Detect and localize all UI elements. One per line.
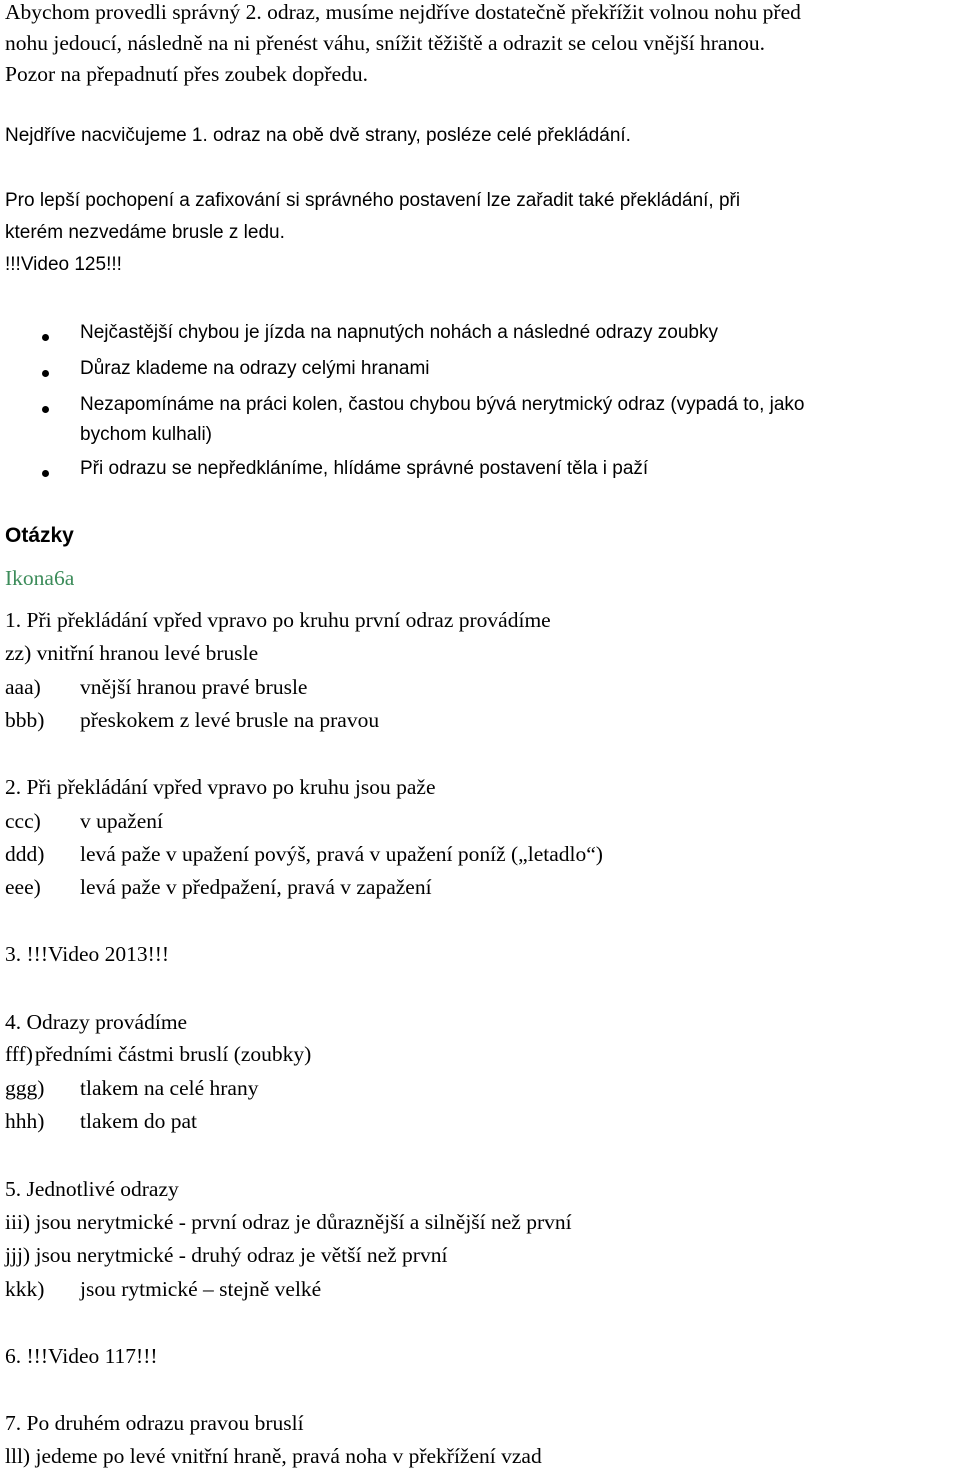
answer-text: levá paže v předpažení, pravá v zapažení xyxy=(80,875,432,899)
answer-text: jsou rytmické – stejně velké xyxy=(80,1277,322,1301)
answer-option[interactable] xyxy=(5,1109,197,1134)
answer-label: bbb) xyxy=(5,708,45,732)
answer-text: v upažení xyxy=(80,809,163,833)
answer-option[interactable] xyxy=(5,641,258,666)
answer-text: přeskokem z levé brusle na pravou xyxy=(80,708,380,732)
intro-line-1: Abychom provedli správný 2. odraz, musíme nejdříve dostatečně překřížit volnou nohu před xyxy=(5,0,801,24)
answer-text: jsou nerytmické - druhý odraz je větší než první xyxy=(35,1243,448,1267)
answer-label: ccc) xyxy=(5,809,41,833)
bullet-icon xyxy=(42,370,49,377)
video-link-125[interactable]: !!!Video 125!!! xyxy=(5,254,122,275)
answer-text: jedeme po levé vnitřní hraně, pravá noha v překřížení vzad xyxy=(35,1444,542,1468)
answer-text: tlakem do pat xyxy=(80,1109,198,1133)
question-6[interactable]: 6. !!!Video 117!!! xyxy=(5,1344,158,1368)
answer-text: vnější hranou pravé brusle xyxy=(80,675,308,699)
answer-label: zz) xyxy=(5,641,32,665)
answer-label: fff) xyxy=(5,1042,33,1066)
answer-label: kkk) xyxy=(5,1277,45,1301)
bullet-text: Při odrazu se nepředkláníme, hlídáme správné postavení těla i paží xyxy=(80,458,649,479)
intro-paragraph-3-line-1: Pro lepší pochopení a zafixování si správného postavení lze zařadit také překládání, při xyxy=(5,190,741,211)
answer-option[interactable] xyxy=(5,875,432,900)
answer-text: předními částmi bruslí (zoubky) xyxy=(34,1042,312,1066)
answer-label: lll) xyxy=(5,1444,31,1468)
questions-heading: Otázky xyxy=(5,524,74,547)
answer-text: jsou nerytmické - první odraz je důraznější a silnější než první xyxy=(35,1210,572,1234)
answer-option[interactable] xyxy=(5,842,603,867)
answer-label: eee) xyxy=(5,875,41,899)
question-4: 4. Odrazy provádíme xyxy=(5,1010,188,1034)
answer-text: vnitřní hranou levé brusle xyxy=(36,641,259,665)
answer-option[interactable] xyxy=(5,708,379,733)
bullet-text: Nejčastější chybou je jízda na napnutých nohách a následné odrazy zoubky xyxy=(80,322,718,343)
bullet-icon xyxy=(42,406,49,413)
answer-label: jjj) xyxy=(5,1243,31,1267)
icon-label: Ikona6a xyxy=(5,566,75,590)
intro-paragraph-2: Nejdříve nacvičujeme 1. odraz na obě dvě strany, posléze celé překládání. xyxy=(5,125,631,146)
bullet-icon xyxy=(42,470,49,477)
answer-option[interactable] xyxy=(5,1042,311,1067)
answer-option[interactable] xyxy=(5,1243,447,1268)
answer-label: hhh) xyxy=(5,1109,45,1133)
answer-label: iii) xyxy=(5,1210,31,1234)
intro-paragraph-3-line-2: kterém nezvedáme brusle z ledu. xyxy=(5,222,285,243)
question-5: 5. Jednotlivé odrazy xyxy=(5,1177,179,1201)
intro-line-2: nohu jedoucí, následně na ni přenést váhu, snížit těžiště a odrazit se celou vnější hranou. xyxy=(5,31,766,55)
answer-option[interactable] xyxy=(5,1444,542,1469)
answer-option[interactable] xyxy=(5,675,307,700)
answer-option[interactable] xyxy=(5,1210,572,1235)
bullet-text: Důraz klademe na odrazy celými hranami xyxy=(80,358,430,379)
question-2: 2. Při překládání vpřed vpravo po kruhu jsou paže xyxy=(5,775,436,799)
question-7: 7. Po druhém odrazu pravou bruslí xyxy=(5,1411,304,1435)
answer-option[interactable] xyxy=(5,1277,321,1302)
answer-text: levá paže v upažení povýš, pravá v upažení poníž („letadlo“) xyxy=(80,842,603,866)
question-3[interactable]: 3. !!!Video 2013!!! xyxy=(5,942,170,966)
bullet-text-continued: bychom kulhali) xyxy=(80,424,212,445)
answer-label: ddd) xyxy=(5,842,45,866)
bullet-text: Nezapomínáme na práci kolen, častou chybou bývá nerytmický odraz (vypadá to, jako xyxy=(80,394,805,415)
answer-text: tlakem na celé hrany xyxy=(80,1076,259,1100)
intro-line-3: Pozor na přepadnutí přes zoubek dopředu. xyxy=(5,62,369,86)
bullet-icon xyxy=(42,334,49,341)
answer-option[interactable] xyxy=(5,1076,258,1101)
question-1: 1. Při překládání vpřed vpravo po kruhu první odraz provádíme xyxy=(5,608,551,632)
answer-option[interactable] xyxy=(5,809,163,834)
answer-label: ggg) xyxy=(5,1076,45,1100)
answer-label: aaa) xyxy=(5,675,41,699)
